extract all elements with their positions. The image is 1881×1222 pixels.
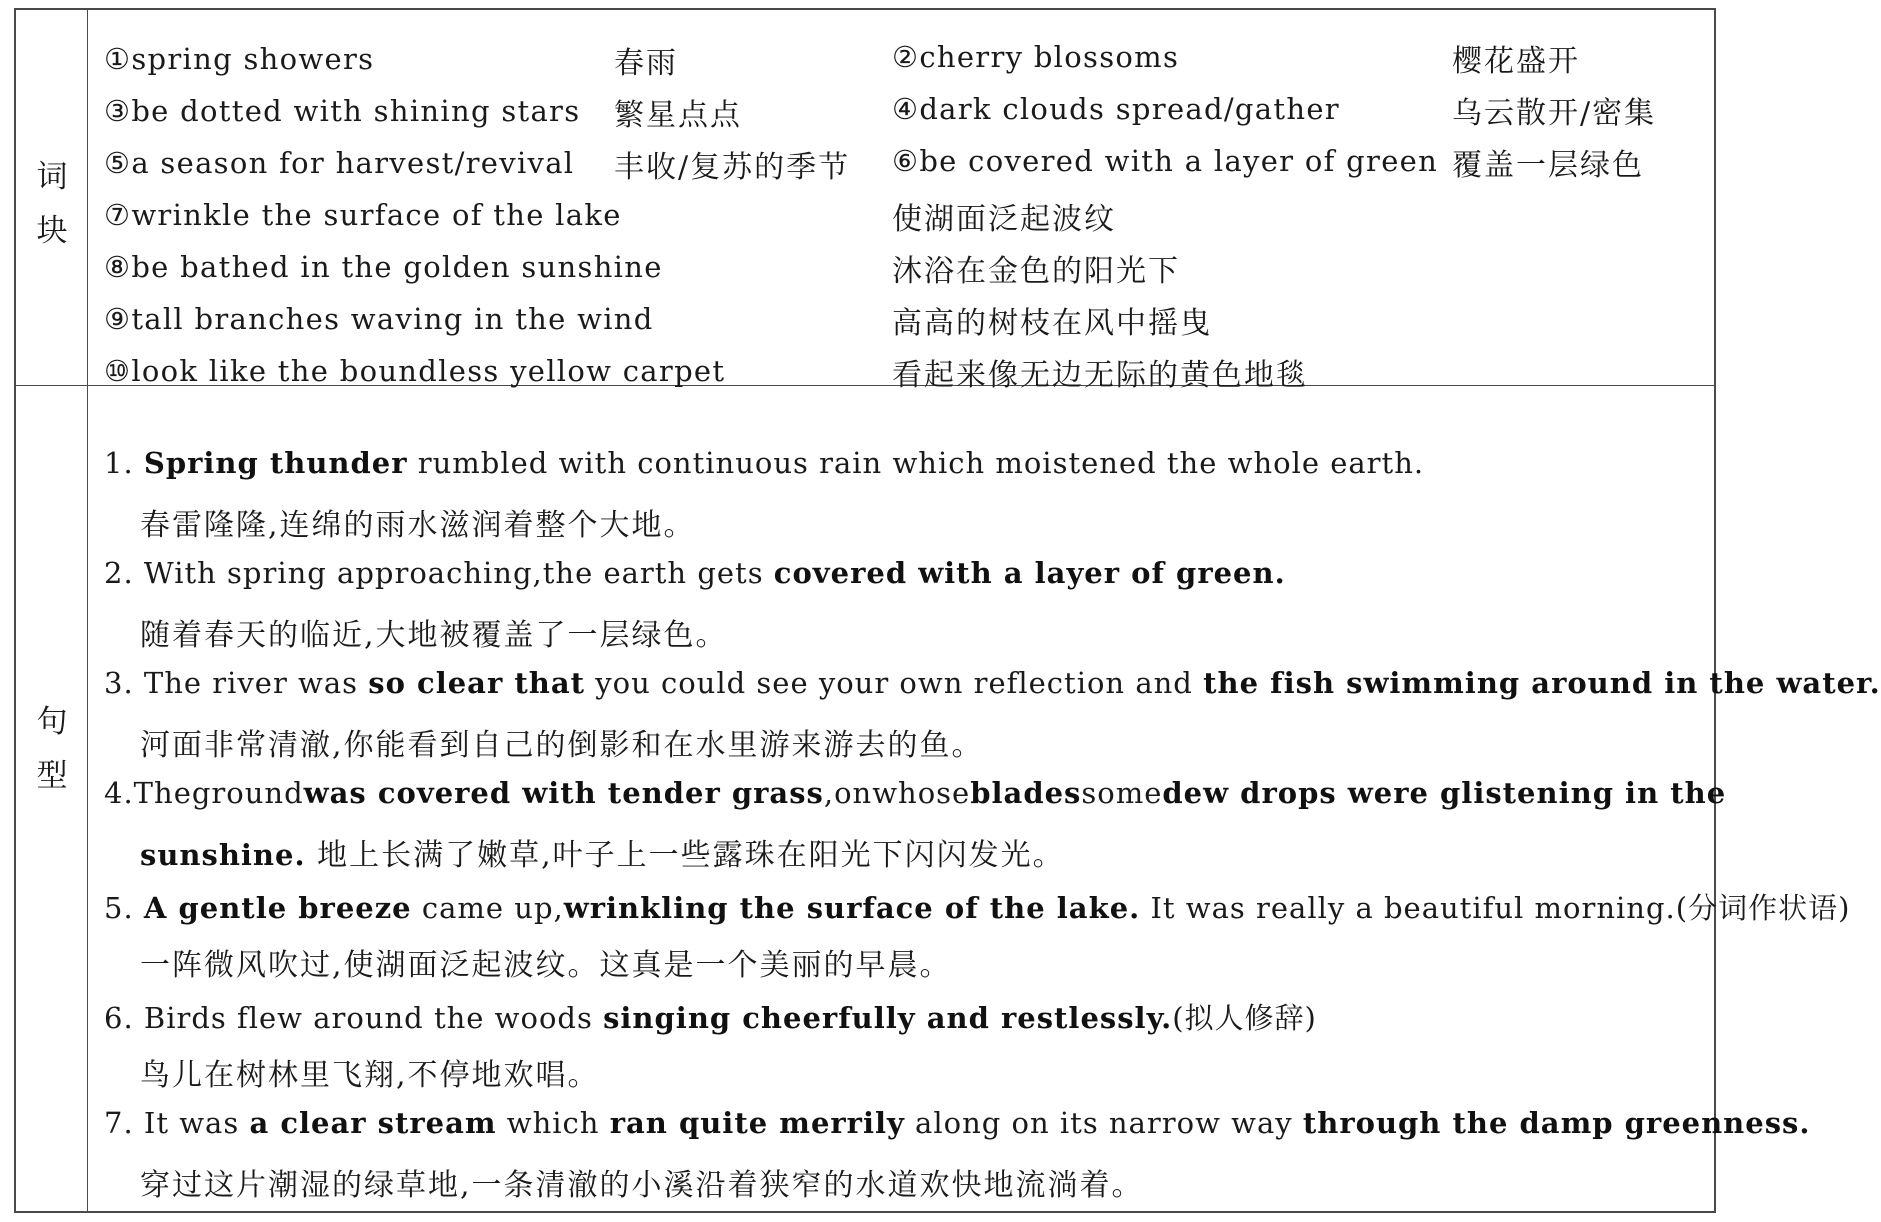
vocab-item: ③be dotted with shining stars xyxy=(104,94,581,128)
vocab-translation: 使湖面泛起波纹 xyxy=(892,202,1116,237)
vocab-translation: 覆盖一层绿色 xyxy=(1452,148,1644,183)
sentence-5: 5. A gentle breeze came up,wrinkling the surface of the lake. It was really a beautiful morning.(分词作状语) xyxy=(104,891,1851,925)
vocab-item: ⑨tall branches waving in the wind xyxy=(104,302,654,336)
sentence-1-translation: 春雷隆隆,连绵的雨水滋润着整个大地。 xyxy=(140,508,696,543)
vocab-translation: 乌云散开/密集 xyxy=(1452,96,1657,131)
vocab-item: ④dark clouds spread/gather xyxy=(892,92,1340,126)
sentence-4-continued: sunshine. 地上长满了嫩草,叶子上一些露珠在阳光下闪闪发光。 xyxy=(140,838,1065,873)
vocab-section-label: 词 块 xyxy=(36,159,68,249)
sentence-6: 6. Birds flew around the woods singing cheerfully and restlessly.(拟人修辞) xyxy=(104,1001,1317,1035)
vocab-translation: 繁星点点 xyxy=(614,98,742,133)
vocab-item: ⑧be bathed in the golden sunshine xyxy=(104,250,663,284)
sentence-3-translation: 河面非常清澈,你能看到自己的倒影和在水里游来游去的鱼。 xyxy=(140,728,984,763)
vocab-item: ②cherry blossoms xyxy=(892,40,1180,74)
vocab-translation: 沐浴在金色的阳光下 xyxy=(892,254,1180,289)
vocab-translation: 丰收/复苏的季节 xyxy=(614,150,851,185)
sentence-3: 3. The river was so clear that you could see your own reflection and the fish swimming around in the water. xyxy=(104,666,1881,700)
vocab-translation: 高高的树枝在风中摇曳 xyxy=(892,306,1212,341)
vocab-item: ①spring showers xyxy=(104,42,375,76)
sentence-2: 2. With spring approaching,the earth gets covered with a layer of green. xyxy=(104,556,1286,590)
vocab-translation: 春雨 xyxy=(614,46,678,81)
sentence-5-translation: 一阵微风吹过,使湖面泛起波纹。这真是一个美丽的早晨。 xyxy=(140,948,952,983)
vocab-item: ⑦wrinkle the surface of the lake xyxy=(104,198,622,232)
sentence-7-translation: 穿过这片潮湿的绿草地,一条清澈的小溪沿着狭窄的水道欢快地流淌着。 xyxy=(140,1168,1144,1203)
sentence-7: 7. It was a clear stream which ran quite merrily along on its narrow way through the damp greenness. xyxy=(104,1106,1811,1140)
vocab-item: ⑤a season for harvest/revival xyxy=(104,146,575,180)
sentence-2-translation: 随着春天的临近,大地被覆盖了一层绿色。 xyxy=(140,618,728,653)
sentence-1: 1. Spring thunder rumbled with continuous rain which moistened the whole earth. xyxy=(104,446,1425,480)
vocab-translation: 看起来像无边无际的黄色地毯 xyxy=(892,358,1308,393)
vocab-translation: 樱花盛开 xyxy=(1452,44,1580,79)
sentence-4: 4. The ground was covered with tender grass , on whose blades some dew drops were glistening in the xyxy=(104,776,1727,810)
pattern-section-label: 句 型 xyxy=(36,704,68,794)
sentence-6-translation: 鸟儿在树林里飞翔,不停地欢唱。 xyxy=(140,1058,600,1093)
vocab-item: ⑩look like the boundless yellow carpet xyxy=(104,354,726,388)
vocab-item: ⑥be covered with a layer of green xyxy=(892,144,1439,178)
